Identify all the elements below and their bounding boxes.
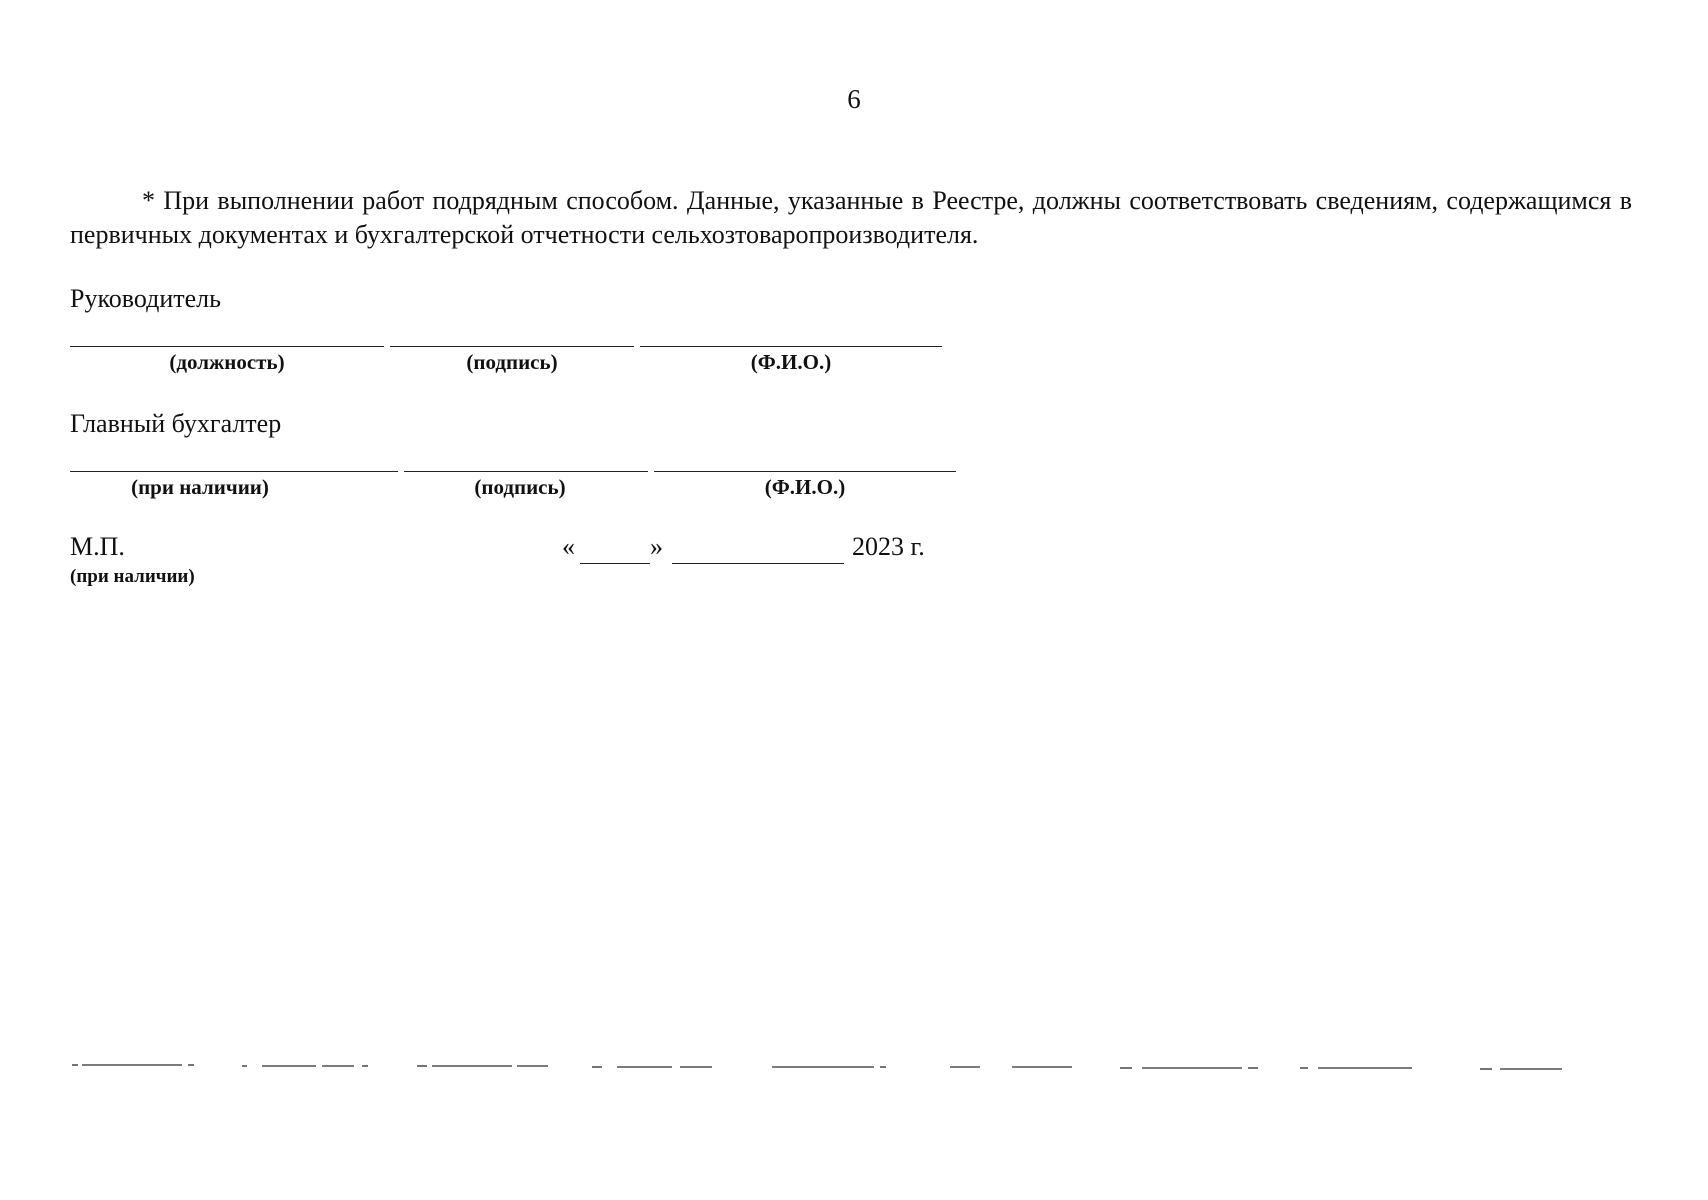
head-position-line bbox=[70, 346, 384, 347]
head-title: Руководитель bbox=[70, 284, 221, 313]
accountant-fullname-line bbox=[654, 471, 956, 472]
accountant-fullname-caption: (Ф.И.О.) bbox=[764, 475, 846, 499]
accountant-signature-line bbox=[404, 471, 648, 472]
page-number: 6 bbox=[847, 84, 861, 114]
stamp-note: (при наличии) bbox=[70, 566, 195, 587]
scan-artifact bbox=[72, 1060, 1572, 1072]
date-month-blank bbox=[672, 563, 844, 564]
date-close-quote: » bbox=[650, 532, 663, 561]
head-position-caption: (должность) bbox=[169, 350, 285, 374]
head-signature-line bbox=[390, 346, 634, 347]
date-open-quote: « bbox=[562, 532, 575, 561]
accountant-position-caption: (при наличии) bbox=[131, 475, 269, 499]
accountant-position-line bbox=[70, 471, 398, 472]
stamp-label: М.П. bbox=[70, 532, 125, 561]
date-year: 2023 г. bbox=[852, 532, 925, 561]
footnote-text: * При выполнении работ подрядным способом. Данные, указанные в Реестре, должны соответствовать сведениям, содержащимся в первичных документах и бухгалтерской отчетности сельхозтоваропроизводителя. bbox=[70, 186, 1632, 249]
head-fullname-line bbox=[640, 346, 942, 347]
accountant-signature-caption: (подпись) bbox=[474, 475, 566, 499]
head-fullname-caption: (Ф.И.О.) bbox=[750, 350, 832, 374]
head-signature-caption: (подпись) bbox=[466, 350, 558, 374]
date-day-blank bbox=[580, 563, 650, 564]
chief-accountant-title: Главный бухгалтер bbox=[70, 409, 282, 438]
